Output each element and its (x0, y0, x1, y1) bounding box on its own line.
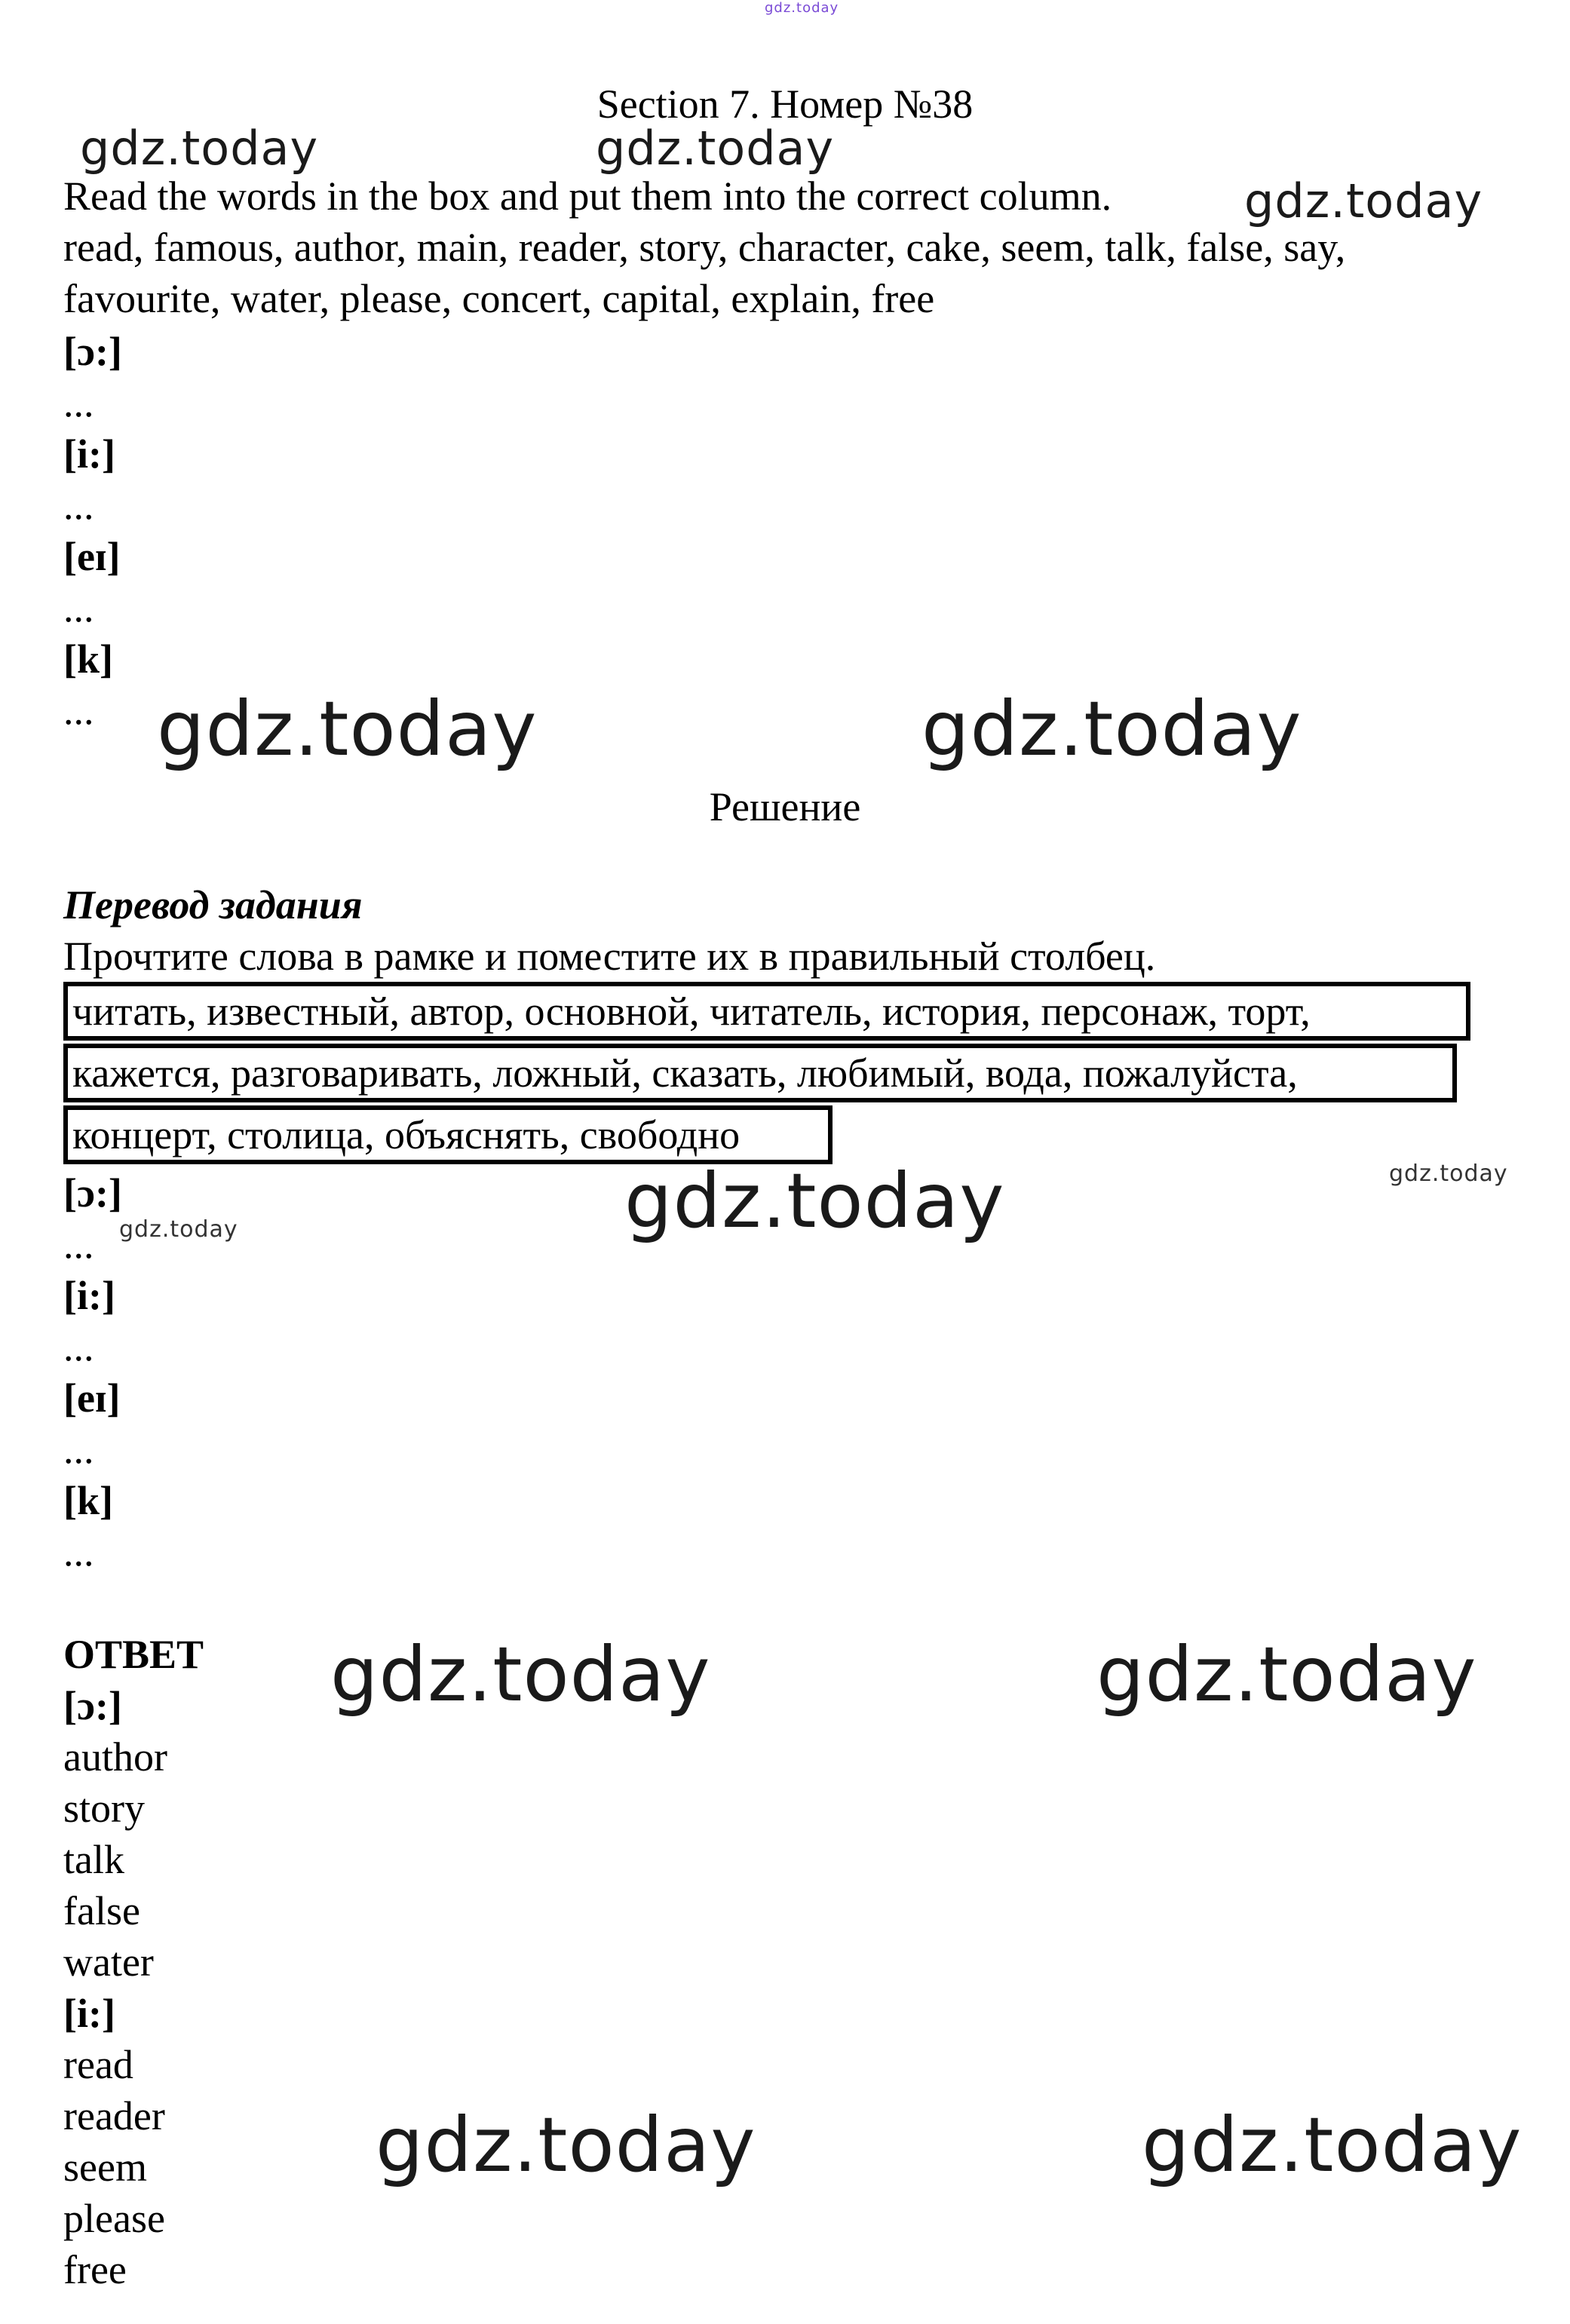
translation-instruction: Прочтите слова в рамке и поместите их в правильный столбец. (63, 934, 1156, 979)
answer-word: water (63, 1939, 154, 1985)
solution-heading: Решение (709, 784, 861, 829)
column-label: [ɔ:] (63, 1170, 122, 1216)
watermark: gdz.today (157, 685, 538, 773)
answer-heading: ОТВЕТ (63, 1632, 204, 1677)
watermark: gdz.today (119, 1216, 238, 1243)
column-placeholder: ... (63, 483, 94, 528)
column-placeholder: ... (63, 1324, 94, 1369)
answer-word: reader (63, 2093, 165, 2139)
top-watermark: gdz.today (765, 0, 839, 16)
column-placeholder: ... (63, 380, 94, 425)
column-placeholder: ... (63, 1529, 94, 1574)
word-list-line-1: read, famous, author, main, reader, story, character, cake, seem, talk, false, say, (63, 225, 1346, 270)
column-label: [eɪ] (63, 1375, 121, 1421)
column-label: [i:] (63, 431, 115, 477)
watermark: gdz.today (1096, 1630, 1477, 1718)
answer-group-label: [i:] (63, 1991, 115, 2036)
translation-heading: Перевод задания (63, 882, 363, 927)
watermark: gdz.today (921, 685, 1302, 773)
answer-word: free (63, 2247, 127, 2292)
answer-word: false (63, 1888, 140, 1933)
watermark: gdz.today (330, 1630, 711, 1718)
page-title: Section 7. Номер №38 (596, 81, 974, 127)
column-placeholder: ... (63, 1222, 94, 1267)
watermark: gdz.today (80, 121, 319, 176)
translated-words-box-line-3: концерт, столица, объяснять, свободно (63, 1105, 833, 1164)
word-list-line-2: favourite, water, please, concert, capital, explain, free (63, 276, 935, 321)
answer-word: seem (63, 2145, 147, 2190)
watermark: gdz.today (376, 2101, 756, 2189)
watermark: gdz.today (1389, 1160, 1508, 1187)
answer-word: please (63, 2196, 165, 2241)
task-instruction: Read the words in the box and put them into the correct column. (63, 173, 1112, 219)
watermark: gdz.today (624, 1157, 1005, 1245)
answer-word: author (63, 1734, 167, 1780)
column-label: [k] (63, 636, 113, 682)
column-placeholder: ... (63, 1427, 94, 1472)
column-placeholder: ... (63, 585, 94, 630)
column-placeholder: ... (63, 688, 94, 733)
column-label: [k] (63, 1478, 113, 1523)
translated-words-box-line-1: читать, известный, автор, основной, читатель, история, персонаж, торт, (63, 982, 1470, 1041)
column-label: [i:] (63, 1273, 115, 1318)
answer-word: read (63, 2042, 133, 2087)
column-label: [ɔ:] (63, 329, 122, 374)
watermark: gdz.today (596, 121, 835, 176)
answer-group-label: [ɔ:] (63, 1683, 122, 1728)
column-label: [eɪ] (63, 534, 121, 579)
watermark: gdz.today (1142, 2101, 1522, 2189)
translated-words-box-line-2: кажется, разговаривать, ложный, сказать, любимый, вода, пожалуйста, (63, 1044, 1457, 1102)
watermark: gdz.today (1244, 173, 1483, 228)
answer-word: talk (63, 1837, 124, 1882)
answer-word: story (63, 1786, 145, 1831)
